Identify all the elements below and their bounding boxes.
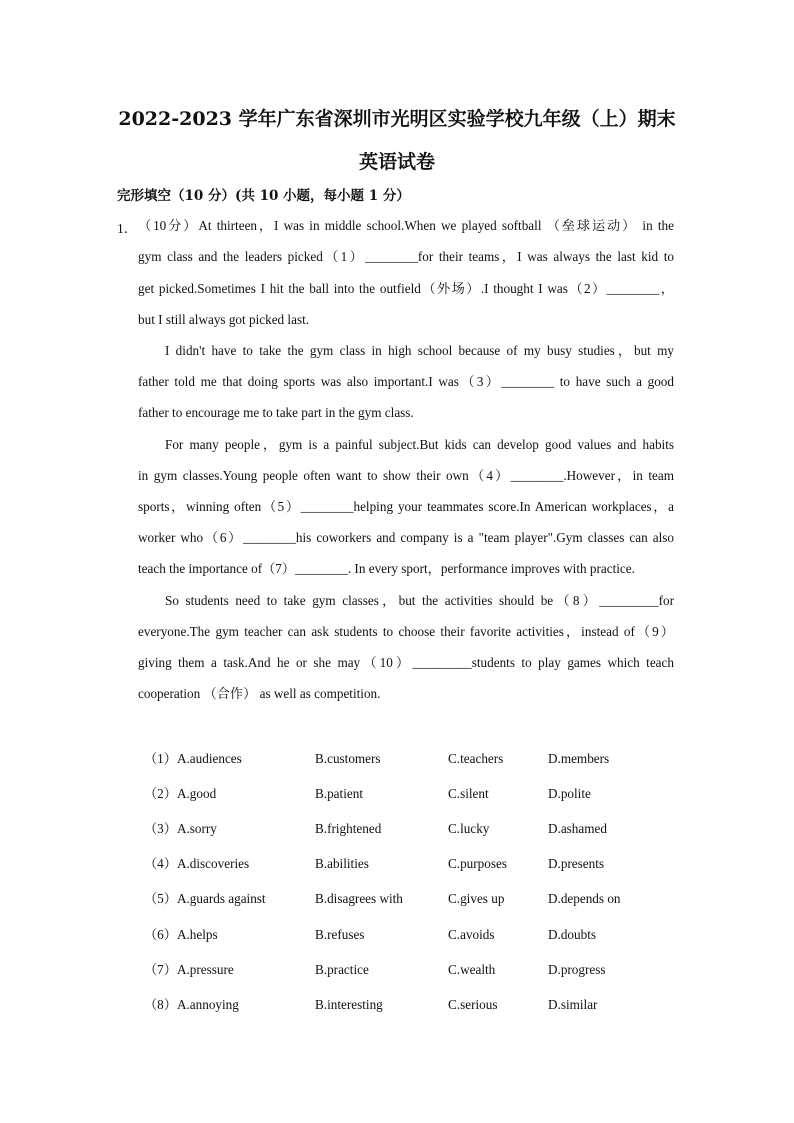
option-a: （8）A.annoying bbox=[144, 997, 239, 1012]
option-a: （1）A.audiences bbox=[144, 751, 242, 766]
passage-line: cooperation （合作） as well as competition. bbox=[138, 686, 381, 701]
passage-line: So students need to take gym classes，but the activities should be（8）_________for bbox=[165, 593, 674, 608]
option-b: B.refuses bbox=[315, 927, 365, 942]
option-a: （7）A.pressure bbox=[144, 962, 234, 977]
option-a: （4）A.discoveries bbox=[144, 856, 250, 871]
passage-line: in gym classes.Young people often want to show their own（4）________.However，in team bbox=[138, 468, 674, 483]
passage-line: I didn't have to take the gym class in high school because of my busy studies，but my bbox=[165, 343, 674, 358]
option-d: D.ashamed bbox=[548, 821, 607, 836]
option-d: D.progress bbox=[548, 962, 606, 977]
passage-line: （10分）At thirteen，I was in middle school.When we played softball （垒球运动） in the bbox=[138, 218, 674, 233]
passage-line: worker who（6）________his coworkers and company is a "team player".Gym classes can also bbox=[138, 530, 674, 545]
option-d: D.doubts bbox=[548, 927, 596, 942]
page-title-line-2: 英语试卷 bbox=[358, 151, 435, 173]
passage-line: everyone.The gym teacher can ask students to choose their favorite activities，instead of（9） bbox=[138, 624, 674, 639]
passage-line: For many people，gym is a painful subject.But kids can develop good values and habits bbox=[165, 437, 674, 452]
option-b: B.customers bbox=[315, 751, 381, 766]
option-b: B.patient bbox=[315, 786, 363, 801]
option-a: （2）A.good bbox=[144, 786, 217, 801]
option-b: B.frightened bbox=[315, 821, 382, 836]
option-b: B.interesting bbox=[315, 997, 383, 1012]
option-d: D.similar bbox=[548, 997, 598, 1012]
option-c: C.gives up bbox=[448, 891, 505, 906]
passage-line: but I still always got picked last. bbox=[138, 312, 310, 327]
section-heading: 完形填空（10 分）(共 10 小题，每小题 1 分） bbox=[117, 188, 410, 204]
option-d: D.depends on bbox=[548, 891, 621, 906]
option-b: B.practice bbox=[315, 962, 369, 977]
option-b: B.disagrees with bbox=[315, 891, 403, 906]
passage-line: get picked.Sometimes I hit the ball into the outfield（外场）.I thought I was（2）________， bbox=[138, 281, 674, 296]
option-c: C.avoids bbox=[448, 927, 495, 942]
question-number: 1． bbox=[117, 221, 138, 236]
option-a: （5）A.guards against bbox=[144, 891, 266, 906]
option-a: （6）A.helps bbox=[144, 927, 218, 942]
option-c: C.serious bbox=[448, 997, 498, 1012]
passage-line: sports，winning often（5）________helping your teammates score.In American workplaces，a bbox=[138, 499, 674, 514]
passage-line: giving them a task.And he or she may（10）_________students to play games which teach bbox=[138, 655, 674, 670]
option-c: C.lucky bbox=[448, 821, 490, 836]
passage-line: father told me that doing sports was also important.I was（3）________ to have such a good bbox=[138, 374, 674, 389]
passage-line: teach the importance of（7）________. In every sport，performance improves with practice. bbox=[138, 561, 635, 576]
passage-line: gym class and the leaders picked（1）________for their teams，I was always the last kid to bbox=[138, 249, 674, 264]
option-d: D.polite bbox=[548, 786, 591, 801]
option-d: D.presents bbox=[548, 856, 605, 871]
passage-line: father to encourage me to take part in the gym class. bbox=[138, 405, 414, 420]
option-c: C.teachers bbox=[448, 751, 504, 766]
option-c: C.wealth bbox=[448, 962, 496, 977]
option-c: C.purposes bbox=[448, 856, 507, 871]
option-c: C.silent bbox=[448, 786, 489, 801]
option-a: （3）A.sorry bbox=[144, 821, 217, 836]
option-d: D.members bbox=[548, 751, 610, 766]
option-b: B.abilities bbox=[315, 856, 369, 871]
page-title-line-1: 2022-2023 学年广东省深圳市光明区实验学校九年级（上）期末 bbox=[118, 108, 676, 130]
